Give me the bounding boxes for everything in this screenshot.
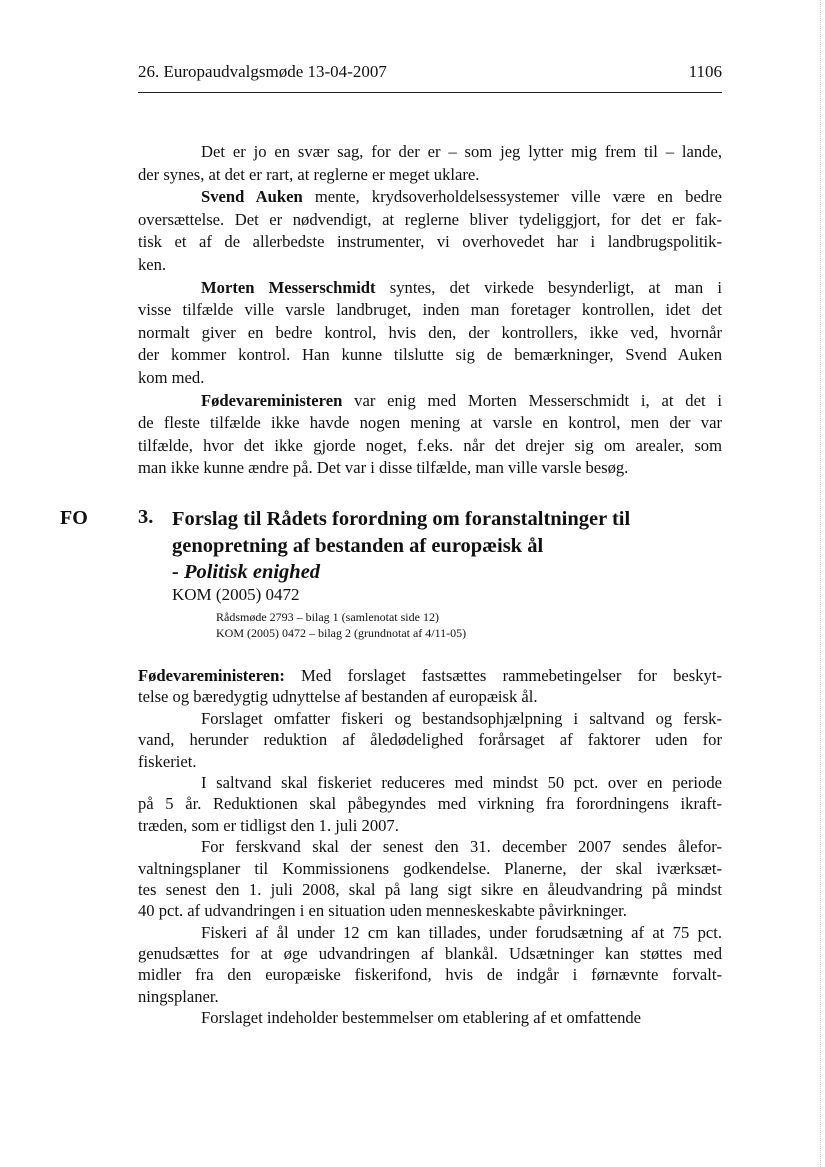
text-line: ken. — [138, 254, 167, 274]
text-line: Forslaget omfatter fiskeri og bestandsophjælpning i saltvand og fersk- — [201, 708, 722, 728]
text-line: træden, som er tidligst den 1. juli 2007. — [138, 815, 399, 835]
text-line: kom med. — [138, 367, 205, 387]
minutes-text — [138, 141, 722, 480]
text-line: de fleste tilfælde ikke havde nogen mening at varsle en kontrol, men der var — [138, 413, 722, 433]
scan-edge — [820, 0, 821, 1167]
text-line: tisk et af de allerbedste instrumenter, vi overhovedet har i landbrugspolitik- — [138, 232, 722, 252]
speaker-name: Fødevareministeren — [201, 390, 343, 410]
text-line: Svend Auken mente, krydsoverholdelsessystemer ville være en bedre — [201, 187, 722, 207]
section-title-line: Forslag til Rådets forordning om foranstaltninger til — [172, 508, 631, 530]
section-body — [138, 665, 722, 1029]
running-header-title: 26. Europaudvalgsmøde 13-04-2007 — [138, 62, 387, 81]
text-line: Forslaget indeholder bestemmelser om etablering af et omfattende — [201, 1008, 642, 1028]
text-line: genudsættes for at øge udvandringen af blankål. Udsætninger kan støttes med — [138, 944, 722, 964]
text-line: visse tilfælde ville varsle landbruget, inden man foretager kontrollen, idet det — [138, 300, 722, 320]
text-line: tilfælde, hvor det ikke gjorde noget, f.eks. når det drejer sig om arealer, som — [138, 435, 722, 455]
text-line: telse og bæredygtig udnyttelse af bestanden af europæisk ål. — [138, 687, 538, 707]
section-number: 3. — [138, 506, 154, 528]
section-subtitle: - Politisk enighed — [172, 561, 321, 583]
text-line: midler fra den europæiske fiskerifond, hvis de indgår i førnævnte forvalt- — [138, 965, 722, 985]
text-line: oversættelse. Det er nødvendigt, at reglerne bliver tydeliggjort, for det er fak- — [138, 209, 722, 229]
text-line: Det er jo en svær sag, for der er – som jeg lytter mig frem til – lande, — [201, 142, 722, 161]
text-line: valtningsplaner til Kommissionens godkendelse. Planerne, der skal iværksæt- — [138, 858, 722, 878]
header-rule — [138, 92, 722, 93]
speaker-name: Morten Messerschmidt — [201, 277, 376, 297]
text-line: Fødevareministeren: Med forslaget fastsættes rammebetingelser for beskyt- — [138, 666, 722, 685]
text-line: der synes, at det er rart, at reglerne er meget uklare. — [138, 164, 480, 184]
speaker-name: Fødevareministeren: — [138, 666, 285, 685]
text-line: der kommer kontrol. Han kunne tilslutte sig de bemærkninger, Svend Auken — [138, 345, 722, 365]
section-note: KOM (2005) 0472 – bilag 2 (grundnotat af 4/11-05) — [216, 626, 467, 640]
text-line: I saltvand skal fiskeriet reduceres med mindst 50 pct. over en periode — [201, 772, 722, 792]
margin-marker: FO — [60, 507, 88, 529]
text-line: normalt giver en bedre kontrol, hvis den, der kontrollers, ikke ved, hvornår — [138, 322, 722, 342]
text-line: ningsplaner. — [138, 986, 219, 1006]
text-line: fiskeriet. — [138, 751, 197, 771]
text-line: Fødevareministeren var enig med Morten Messerschmidt i, at det i — [201, 390, 722, 410]
section-note: Rådsmøde 2793 – bilag 1 (samlenotat side 12) — [216, 610, 439, 624]
section-reference: KOM (2005) 0472 — [172, 585, 300, 604]
text-line: 40 pct. af udvandringen i en situation uden menneskeskabte påvirkninger. — [138, 901, 627, 921]
text-line: Morten Messerschmidt syntes, det virkede besynderligt, at man i — [201, 277, 722, 297]
text-line: Fiskeri af ål under 12 cm kan tillades, under forudsætning af at 75 pct. — [201, 922, 722, 942]
text-line: på 5 år. Reduktionen skal påbegyndes med virkning fra forordningens ikraft- — [138, 794, 722, 814]
text-line: tes senest den 1. juli 2008, skal på lang sigt sikre en åleudvandring på mindst — [138, 879, 722, 899]
page-number: 1106 — [688, 62, 722, 81]
speaker-name: Svend Auken — [201, 187, 303, 207]
text-line: For ferskvand skal der senest den 31. december 2007 sendes ålefor- — [201, 837, 722, 857]
text-line: man ikke kunne ændre på. Det var i disse tilfælde, man ville varsle besøg. — [138, 458, 629, 478]
section-title-line: genopretning af bestanden af europæisk ål — [172, 535, 544, 557]
text-line: vand, herunder reduktion af åledødelighed forårsaget af faktorer uden for — [138, 730, 722, 750]
